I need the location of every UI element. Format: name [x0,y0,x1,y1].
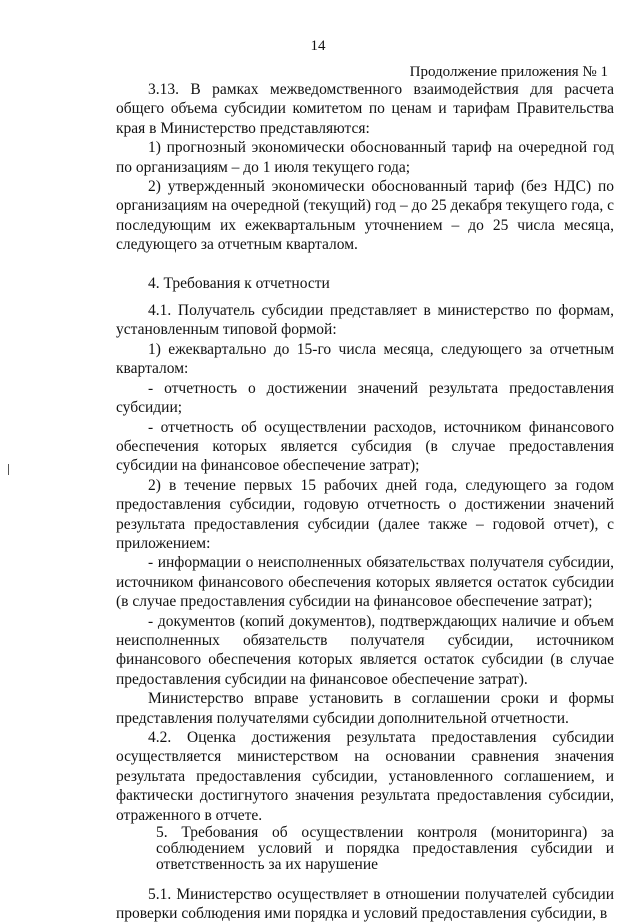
page-number: 14 [310,38,326,54]
paragraph-4-1-item-1-dash-2: - отчетность об осуществлении расходов, источником финансового обеспечения которых является субсидия (в случае предоставления субсидии на финансовое обеспечение затрат); [116,418,614,475]
paragraph-4-2: 4.2. Оценка достижения результата предоставления субсидии осуществляется министерством на основании сравнения значения результата предоставления субсидии, установленного соглашением, и фактически достигнутого значения результата предоставления субсидии, отраженного в отчете. [116,729,614,824]
paragraph-4-1-item-2: 2) в течение первых 15 рабочих дней года, следующего за годом предоставления субсидии, годовую отчетность о достижении значений результата предоставления субсидии (далее также – годовой отчет), с приложением: [116,476,614,552]
section-5-heading: 5. Требования об осуществлении контроля (мониторинга) за соблюдением условий и порядка предоставления субсидии и ответственность за их нарушение [156,824,614,874]
margin-mark [8,464,9,475]
paragraph-4-1-item-1-dash-1: - отчетность о достижении значений результата предоставления субсидии; [116,379,614,417]
paragraph-3-13: 3.13. В рамках межведомственного взаимодействия для расчета общего объема субсидии комитетом по ценам и тарифам Правительства края в Министерство представляются: [116,81,614,137]
paragraph-4-1: 4.1. Получатель субсидии представляет в министерство по формам, установленным типовой формой: [116,302,614,339]
section-4-heading: 4. Требования к отчетности [148,274,330,292]
paragraph-4-1-item-1: 1) ежеквартально до 15-го числа месяца, следующего за отчетным кварталом: [116,340,614,378]
paragraph-4-1-item-2-dash-1: - информации о неисполненных обязательствах получателя субсидии, источником финансового обеспечения которых является остаток субсидии (в случае предоставления субсидии на финансовое обеспечение затрат); [116,554,614,611]
paragraph-5-1: 5.1. Министерство осуществляет в отношении получателей субсидии проверки соблюдения ими порядка и условий предоставления субсидии, в [116,886,614,923]
document-body [116,80,614,924]
paragraph-3-13-item-1: 1) прогнозный экономически обоснованный тариф на очередной год по организациям – до 1 июля текущего года; [116,139,614,176]
appendix-continuation-note: Продолжение приложения № 1 [409,64,608,80]
paragraph-4-1-item-2-dash-2: - документов (копий документов), подтверждающих наличие и объем неисполненных обязательств получателя субсидии, источником финансового обеспечения которых является остаток субсидии (в случае предоставления субсидии на финансовое обеспечение затрат). [116,612,614,688]
paragraph-additional-reporting: Министерство вправе установить в соглашении сроки и формы представления получателями субсидии дополнительной отчетности. [116,690,614,727]
paragraph-3-13-item-2: 2) утвержденный экономически обоснованный тариф (без НДС) по организациям на очередной (текущий) год – до 25 декабря текущего года, с последующим их ежеквартальным уточнением – до 25 числа месяца, следующего за отчетным кварталом. [116,178,614,254]
